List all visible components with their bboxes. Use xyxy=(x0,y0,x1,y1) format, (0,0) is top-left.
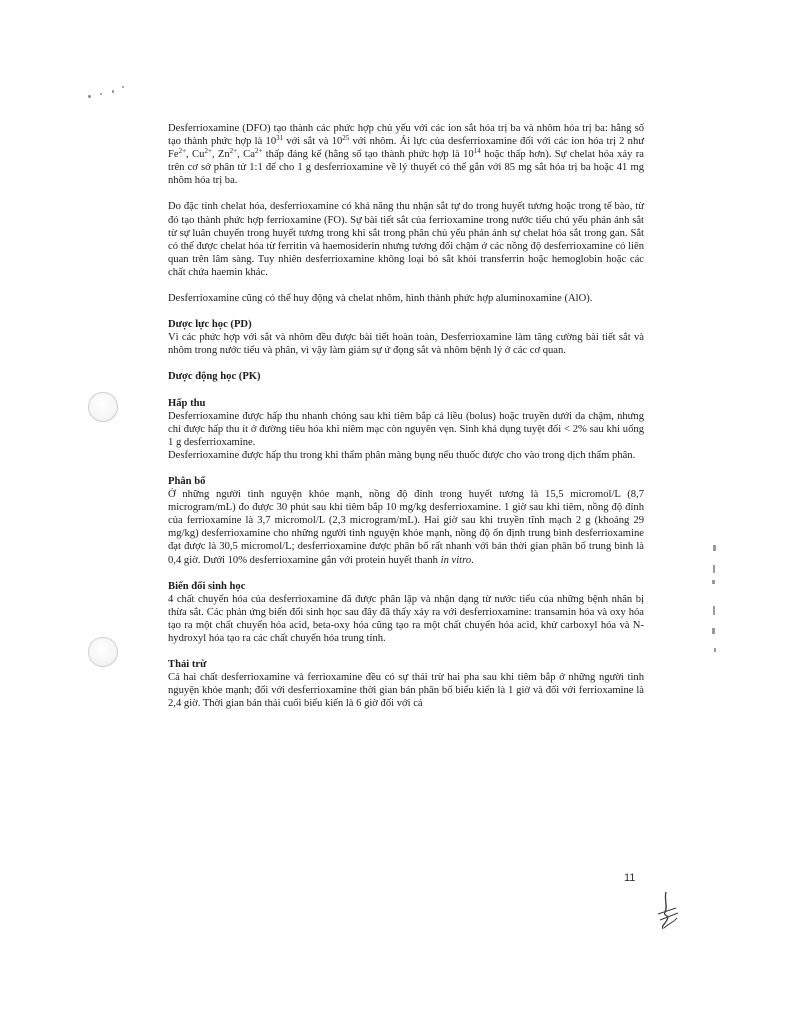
binding-mark xyxy=(712,580,715,584)
paragraph-absorption-2: Desferrioxamine được hấp thu trong khi thẩm phân màng bụng nếu thuốc được cho vào trong dịch thẩm phân. xyxy=(168,449,636,461)
binding-mark xyxy=(712,628,715,634)
paragraph-absorption-1: Desferrioxamine được hấp thu nhanh chóng sau khi tiêm bắp cả liều (bolus) hoặc truyền dưới da chậm, nhưng chỉ được hấp thu ít ở đường tiêu hóa khi niêm mạc còn nguyên vẹn. Sinh khả dụng tuyệt đối < 2% sau khi uống 1 g desferrioxamine. xyxy=(168,410,644,448)
heading-elimination: Thải trừ xyxy=(168,659,207,671)
binding-mark xyxy=(713,545,716,551)
scan-speck xyxy=(100,93,102,95)
document-body xyxy=(168,122,644,710)
paragraph-biotransformation: 4 chất chuyển hóa của desferrioxamine đã được phân lập và nhận dạng từ nước tiểu của những bệnh nhân bị thừa sắt. Các phản ứng biến đổi sinh học sau đây đã thấy xảy ra với desferrioxamine: transamin hóa và oxy hóa tạo ra một chất chuyển hóa acid, beta-oxy hóa cũng tạo ra một chất chuyển hóa acid, khử carboxyl hóa và N-hydroxyl hóa tạo ra các chất chuyển hóa trung tính. xyxy=(168,593,644,644)
punch-hole-icon xyxy=(88,392,118,422)
paragraph-aluminium: Desferrioxamine cũng có thể huy động và chelat nhôm, hình thành phức hợp aluminoxamine (AlO). xyxy=(168,293,593,305)
scan-speck xyxy=(112,90,114,93)
paragraph-pharmacodynamics: Vì các phức hợp với sắt và nhôm đều được bài tiết hoàn toàn, Desferrioxamine làm tăng cường bài tiết sắt và nhôm trong nước tiểu và phân, vì vậy làm giảm sự ứ đọng sắt và nhôm bệnh lý ở các cơ quan. xyxy=(168,332,644,357)
heading-biotransformation: Biến đổi sinh học xyxy=(168,580,246,592)
heading-distribution: Phân bố xyxy=(168,475,206,487)
scan-speck xyxy=(122,86,124,88)
heading-pharmacodynamics: Dược lực học (PD) xyxy=(168,319,252,331)
binding-mark xyxy=(714,648,716,652)
paragraph-elimination: Cả hai chất desferrioxamine và ferrioxamine đều có sự thải trừ hai pha sau khi tiêm bắp ở những người tình nguyện khỏe mạnh; đối với desferrioxamine thời gian bán phân bố biểu kiến là 1 giờ và đối với ferrioxamine là 2,4 giờ. Thời gian bán thải cuối biểu kiến là 6 giờ đối với cả xyxy=(168,672,644,710)
scan-speck xyxy=(88,95,91,98)
punch-hole-icon xyxy=(88,637,118,667)
paragraph-distribution: Ở những người tình nguyện khỏe mạnh, nồng độ đỉnh trong huyết tương là 15,5 micromol/L (8,7 microgram/mL) đo được 30 phút sau khi tiêm bắp 10 mg/kg desferrioxamine. 1 giờ sau khi tiêm, nồng độ đỉnh của ferrioxamine là 3,7 micromol/L (2,3 microgram/mL). Hai giờ sau khi truyền tĩnh mạch 2 g (khoảng 29 mg/kg) desferrioxamine cho những người tình nguyện khỏe mạnh, nồng độ ổn định trung bình desferrioxamine đạt được là 30,5 micromol/L; desferrioxamine được phân bố rất nhanh với bán thời gian phân bố trung bình là 0,4 giờ. Dưới 10% desferrioxamine gắn với protein huyết thanh in vitro. xyxy=(168,489,644,566)
paragraph-iron-chelation: Do đặc tính chelat hóa, desferrioxamine có khả năng thu nhận sắt tự do trong huyết tương hoặc trong tế bào, từ đó tạo thành phức hợp ferrioxamine (FO). Sự bài tiết sắt của ferrioxamine trong nước tiểu chủ yếu phản ánh sắt từ sự luân chuyển trong huyết tương trong khi sắt trong phân chủ yếu phản ánh sự chelat hóa sắt trong gan. Sắt có thể được chelat hóa từ ferritin và haemosiderin nhưng tương đối chậm ở các nồng độ desferrioxamine có liên quan trên lâm sàng. Tuy nhiên desferrioxamine không loại bỏ sắt khỏi transferrin hoặc hemoglobin hoặc các chất chứa haemin khác. xyxy=(168,201,644,278)
binding-mark xyxy=(713,565,715,573)
heading-absorption: Hấp thu xyxy=(168,397,206,409)
page-number: 11 xyxy=(624,872,636,884)
heading-pharmacokinetics: Dược động học (PK) xyxy=(168,371,261,383)
paragraph-chelation-constants: Desferrioxamine (DFO) tạo thành các phức hợp chủ yếu với các ion sắt hóa trị ba và nhôm hóa trị ba: hằng số tạo thành phức hợp là $10^{31}$ với sắt và $10^{25}$ với nhôm. Ái lực của desferrioxamine đối với các ion hóa trị 2 như $Fe^{2+}$, $Cu^{2+}$, $Zn^{2+}$, $Ca^{2+}$ thấp đáng kể (hằng số tạo thành phức hợp là $10^{14}$ hoặc thấp hơn). Sự chelat hóa xảy ra trên cơ sở phân tử 1:1 để cho 1 g desferrioxamine về lý thuyết có thể gắn với 85 mg sắt hóa trị ba hoặc 41 mg nhôm hóa trị ba. xyxy=(168,123,645,187)
signature-icon xyxy=(652,890,682,932)
binding-mark xyxy=(713,606,715,615)
